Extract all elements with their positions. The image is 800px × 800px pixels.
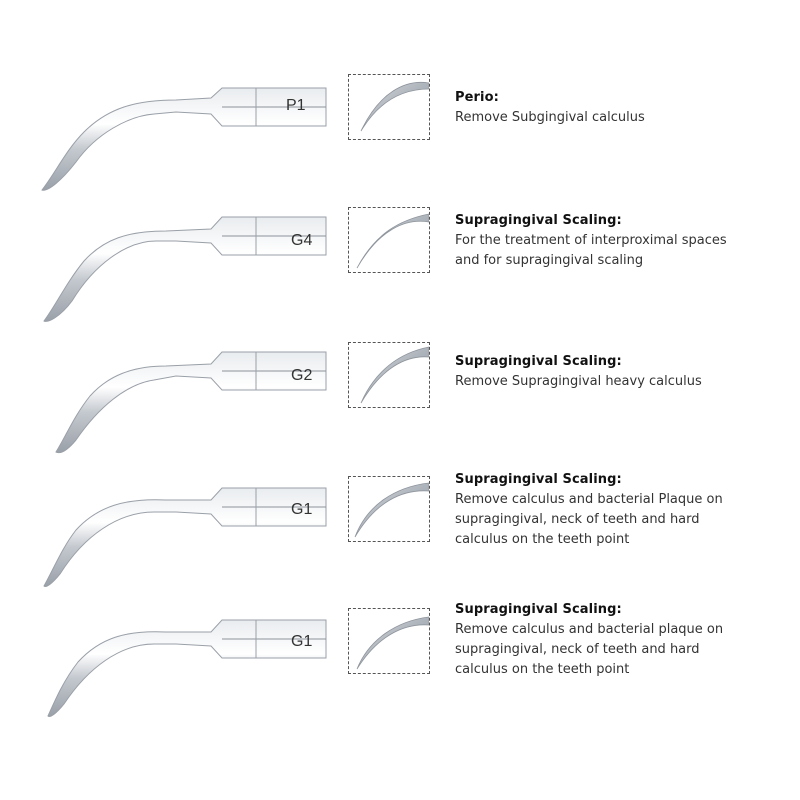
tip-description xyxy=(455,211,795,271)
tip-shape-thumbnail xyxy=(348,74,430,140)
tip-category: Supragingival Scaling: xyxy=(455,213,622,228)
tip-description-line: Remove calculus and bacterial plaque on xyxy=(455,622,724,637)
tip-category: Supragingival Scaling: xyxy=(455,602,622,617)
tip-code: P1 xyxy=(286,97,306,114)
tip-shape-thumbnail xyxy=(348,476,430,542)
tip-description-line: calculus on the teeth point xyxy=(455,662,630,677)
tip-code: G1 xyxy=(291,501,313,518)
tip-description-line: Remove calculus and bacterial Plaque on xyxy=(455,492,723,507)
tip-shape-thumbnail xyxy=(348,207,430,273)
tip-category: Perio: xyxy=(455,90,499,105)
tip-description-line: supragingival, neck of teeth and hard xyxy=(455,642,700,657)
tip-description-line: Remove Supragingival heavy calculus xyxy=(455,374,702,389)
tip-description-line: calculus on the teeth point xyxy=(455,532,630,547)
tip-row-g1 xyxy=(0,474,800,609)
scaler-tip-image-g1-second xyxy=(36,606,336,741)
tip-description xyxy=(455,88,795,128)
scaler-tip-image-p1 xyxy=(36,72,336,207)
tip-shape-thumbnail xyxy=(348,608,430,674)
tip-row-g4 xyxy=(0,205,800,340)
tip-description-line: supragingival, neck of teeth and hard xyxy=(455,512,700,527)
tip-shape-thumbnail xyxy=(348,342,430,408)
tip-row-g2 xyxy=(0,340,800,475)
scaler-tip-image-g2 xyxy=(36,340,336,475)
scaler-tip-image-g4 xyxy=(36,205,336,340)
tip-category: Supragingival Scaling: xyxy=(455,354,622,369)
scaler-tip-image-g1 xyxy=(36,474,336,609)
tip-row-p1 xyxy=(0,72,800,207)
tip-description-line: and for supragingival scaling xyxy=(455,253,644,268)
tip-description xyxy=(455,600,795,680)
tip-code: G1 xyxy=(291,633,313,650)
tip-row-g1-second xyxy=(0,602,800,741)
tip-description-line: Remove Subgingival calculus xyxy=(455,110,645,125)
tip-description xyxy=(455,352,795,392)
tip-category: Supragingival Scaling: xyxy=(455,472,622,487)
tip-description xyxy=(455,470,795,550)
tip-description-line: For the treatment of interproximal spaces xyxy=(455,233,727,248)
tip-code: G2 xyxy=(291,367,313,384)
tip-code: G4 xyxy=(291,232,313,249)
